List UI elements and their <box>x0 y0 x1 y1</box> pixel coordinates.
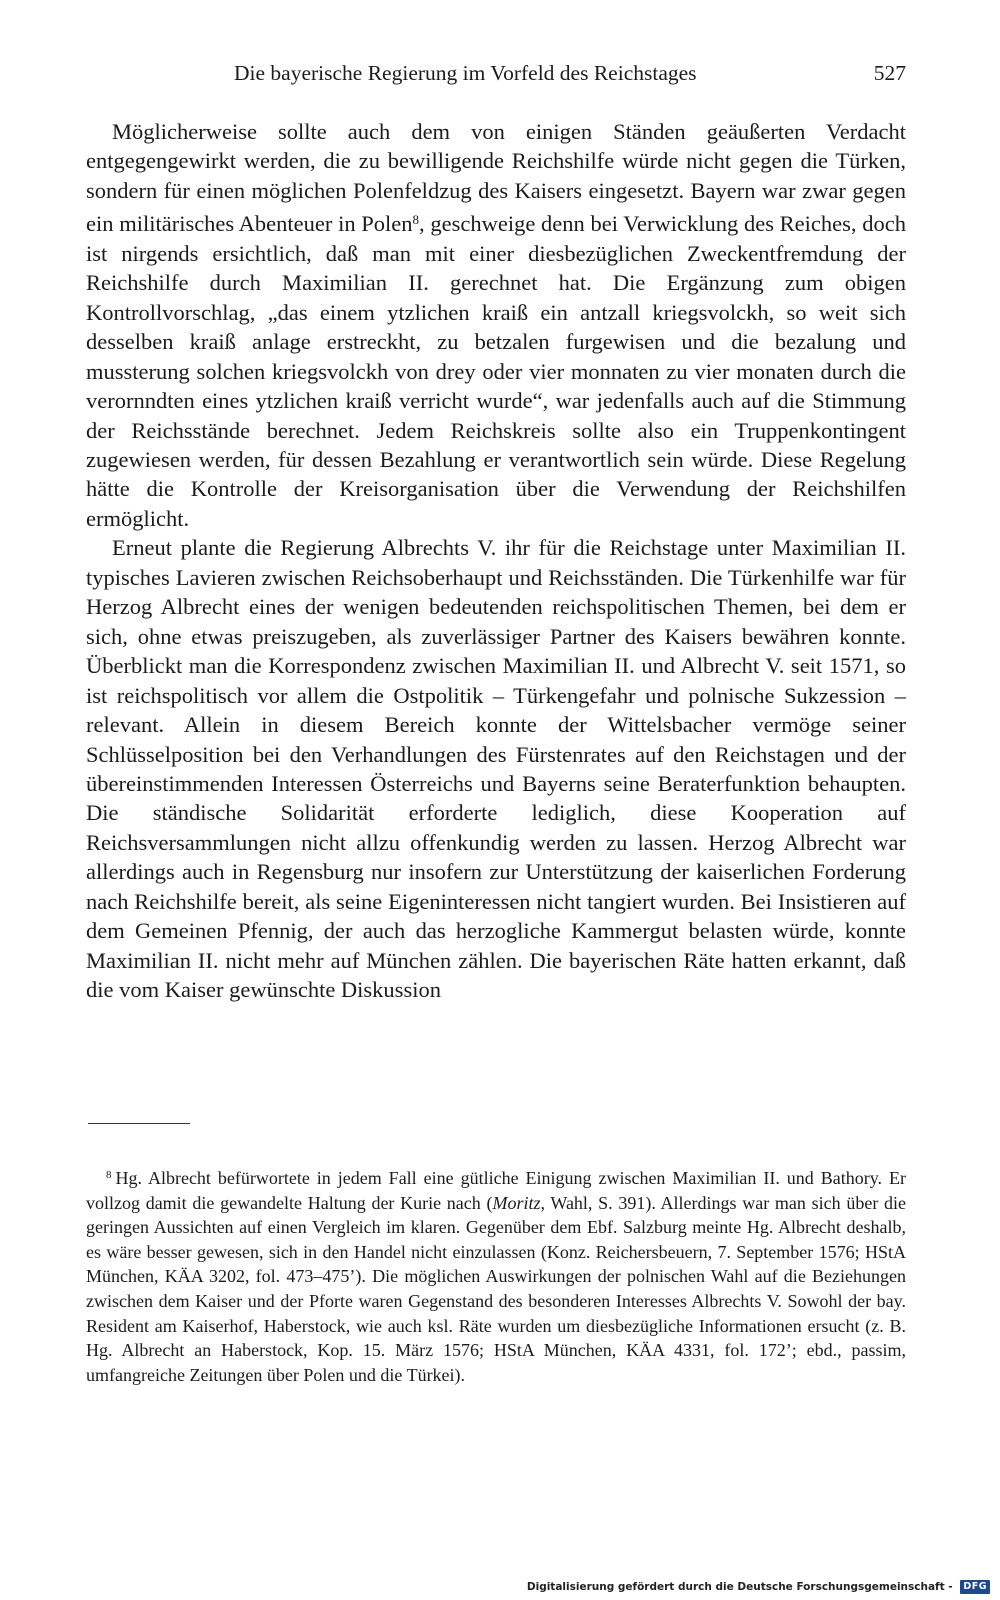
footnote-text: Hg. Albrecht befürwortete in jedem Fall eine gütliche Einigung zwischen Maximilian II. und Bathory. Er vollzog damit die gewandelte Haltung der Kurie nach ( <box>86 1168 906 1213</box>
running-header <box>86 58 906 88</box>
credit-text: Digitalisierung gefördert durch die Deutsche Forschungsgemeinschaft - <box>526 1581 953 1593</box>
footnote-reference: 8 <box>412 212 420 228</box>
paragraph-text: Möglicherweise sollte auch dem von einigen Ständen geäußerten Verdacht entgegengewirkt werden, die zu bewilligende Reichshilfe würde nicht gegen die Türken, sondern für einen möglichen Polenfeldzug des Kaisers eingesetzt. Bayern war zwar gegen ein militärisches Abenteuer in Polen <box>86 119 906 237</box>
footnote-mark: 8 <box>106 1169 112 1181</box>
main-text <box>86 117 906 1005</box>
digitization-credit <box>527 1578 990 1596</box>
footnote-text: , Wahl, S. 391). Allerdings war man sich über die geringen Aussichten auf einen Vergleich im klaren. Gegenüber dem Ebf. Salzburg meinte Hg. Albrecht deshalb, es wäre besser gewesen, sich in den Handel nicht einzulassen (Konz. Reichersbeuern, 7. September 1576; HStA München, KÄA 3202, fol. 473–475’). Die möglichen Auswirkungen der polnischen Wahl auf die Beziehungen zwischen dem Kaiser und der Pforte waren Gegenstand des besonderen Interesses Albrechts V. Sowohl der bay. Resident am Kaiserhof, Haberstock, wie auch ksl. Räte wurden um diesbezügliche Informationen ersucht (z. B. Hg. Albrecht an Haberstock, Kop. 15. März 1576; HStA München, KÄA 4331, fol. 172’; ebd., passim, umfangreiche Zeitungen über Polen und die Türkei). <box>86 1192 906 1385</box>
paragraph: Erneut plante die Regierung Albrechts V. ihr für die Reichstage unter Maximilian II. typisches Lavieren zwischen Reichsoberhaupt und Reichsständen. Die Türkenhilfe war für Herzog Albrecht eines der wenigen bedeutenden reichspolitischen Themen, bei dem er sich, ohne etwas preiszugeben, als zuverlässiger Partner des Kaisers bewähren konnte. Überblickt man die Korrespondenz zwischen Maximilian II. und Albrecht V. seit 1571, so ist reichspolitisch vor allem die Ostpolitik – Türkengefahr und polnische Sukzession – relevant. Allein in diesem Bereich konnte der Wittelsbacher vermöge seiner Schlüsselposition bei den Verhandlungen des Fürstenrates auf den Reichstagen und der übereinstimmenden Interessen Österreichs und Bayerns seine Beraterfunktion behaupten. Die ständische Solidarität erforderte lediglich, diese Kooperation auf Reichsversammlungen nicht allzu offenkundig werden zu lassen. Herzog Albrecht war allerdings auch in Regensburg nur insofern zur Unterstützung der kaiserlichen Forderung nach Reichshilfe bereit, als seine Eigeninteressen nicht tangiert wurden. Bei Insistieren auf dem Gemeinen Pfennig, der auch das herzogliche Kammergut belasten würde, konnte Maximilian II. nicht mehr auf München zählen. Die bayerischen Räte hatten erkannt, daß die vom Kaiser gewünschte Diskussion <box>86 535 906 1003</box>
dfg-logo-icon: DFG <box>960 1580 990 1594</box>
paragraph <box>86 117 906 533</box>
running-title: Die bayerische Regierung im Vorfeld des Reichstages <box>234 61 697 85</box>
page-number: 527 <box>873 61 906 85</box>
footnote-author: Moritz <box>492 1192 541 1213</box>
footnote-separator <box>88 1123 190 1124</box>
paragraph-text: , geschweige denn bei Verwicklung des Reiches, doch ist nirgends ersichtlich, daß man mit einer diesbezüglichen Zweckentfremdung der Reichshilfe durch Maximilian II. gerechnet hat. Die Ergänzung zum obigen Kontrollvorschlag, „das einem ytzlichen kraiß ein antzall kriegsvolckh, so weit sich desselben kraiß anlage erstreckht, zu betzalen furgewisen und die bezalung und mussterung solchen kriegsvolckh von drey oder vier monnaten zu vier monaten durch die verornndten eines ytzlichen kraiß verricht wurde“, war jedenfalls auch auf die Stimmung der Reichsstände berechnet. Jedem Reichskreis sollte also ein Truppenkontingent zugewiesen werden, für dessen Bezahlung er verantwortlich sein würde. Diese Regelung hätte die Kontrolle der Kreisorganisation über die Verwendung der Reichshilfen ermöglicht. <box>86 211 906 531</box>
footnote <box>86 1163 906 1387</box>
